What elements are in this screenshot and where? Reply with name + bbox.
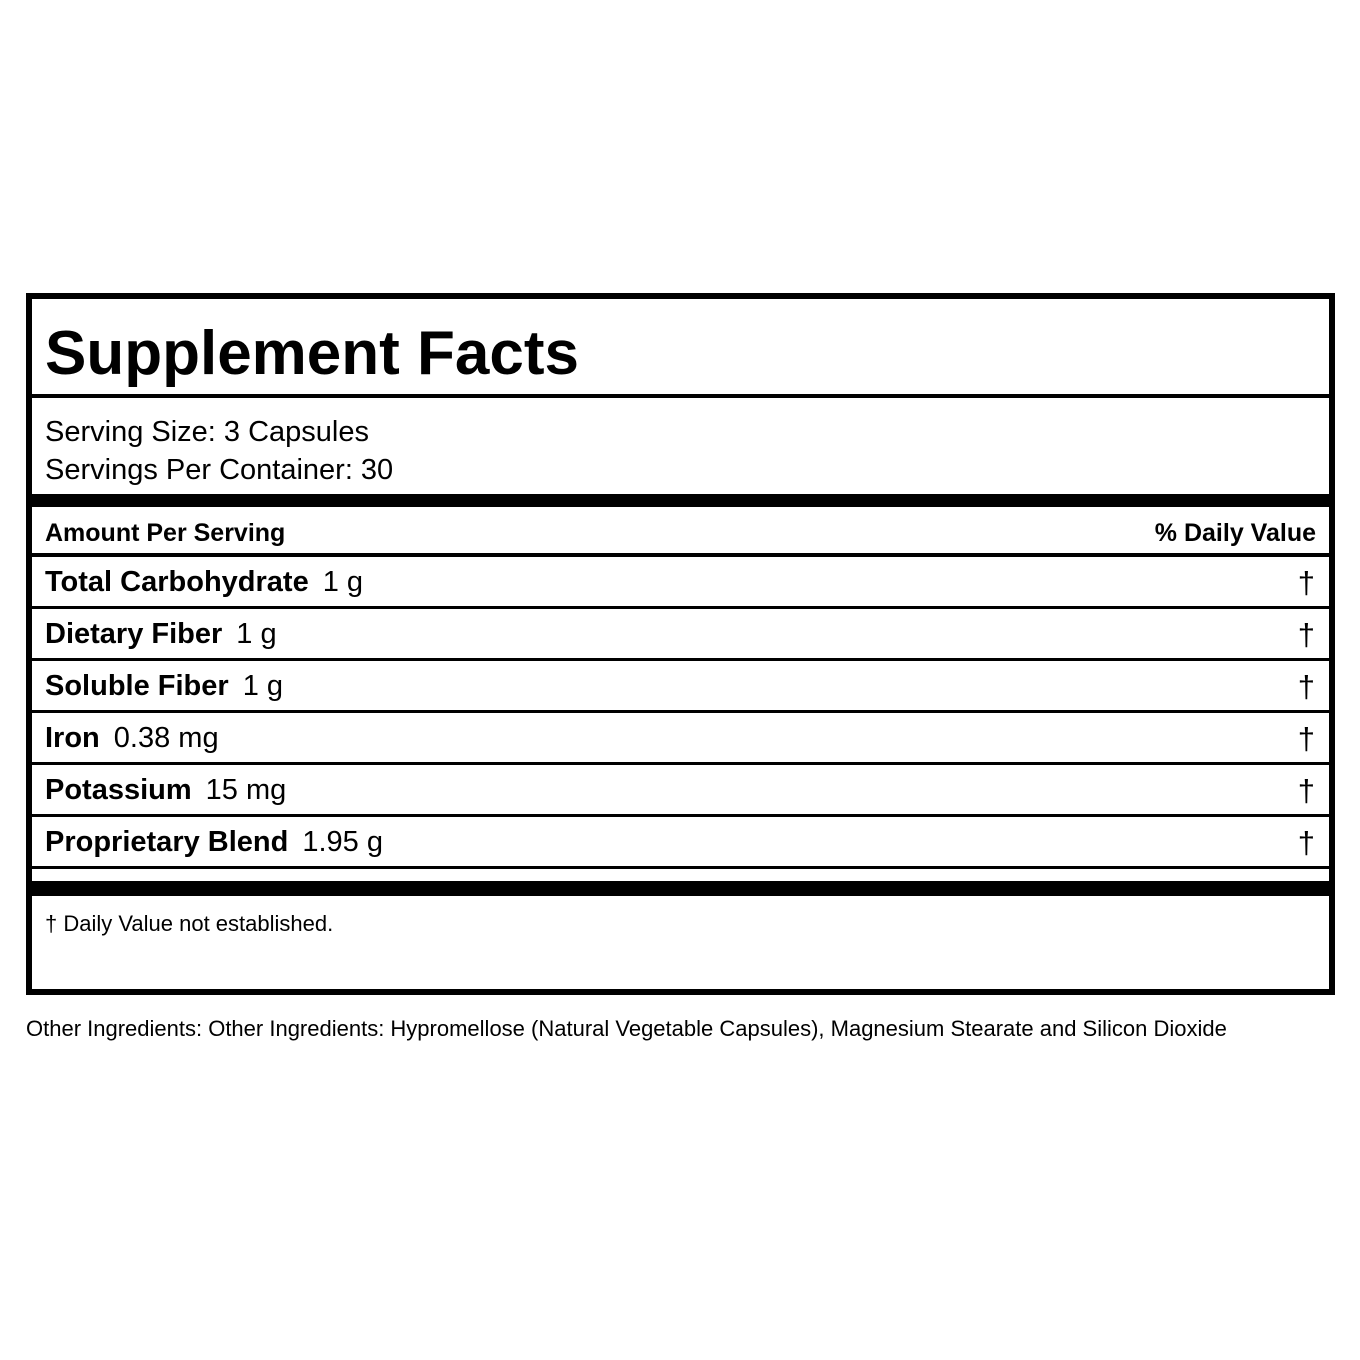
daily-value-footnote: † Daily Value not established. [45, 911, 334, 936]
dagger-mark: † [1297, 825, 1315, 860]
daily-value-header: % Daily Value [1154, 519, 1316, 547]
column-header-row [32, 507, 1329, 557]
thick-divider-bottom [32, 881, 1329, 896]
nutrient-name: Potassium [45, 774, 192, 806]
nutrient-amount: 1 g [322, 566, 364, 598]
nutrient-row-total-carbohydrate [32, 557, 1329, 609]
other-ingredients: Other Ingredients: Other Ingredients: Hypromellose (Natural Vegetable Capsules), Magnesium Stearate and Silicon Dioxide [26, 1016, 1227, 1041]
nutrient-row-potassium [32, 765, 1329, 817]
serving-size: Serving Size: 3 Capsules [45, 416, 369, 448]
dagger-mark: † [1297, 617, 1315, 652]
nutrient-row-iron [32, 713, 1329, 765]
nutrient-name: Total Carbohydrate [45, 566, 309, 598]
serving-info [32, 398, 1329, 494]
nutrient-amount: 1 g [236, 618, 277, 650]
nutrient-amount: 15 mg [205, 774, 287, 806]
nutrient-amount: 1.95 g [302, 826, 383, 858]
nutrient-name: Proprietary Blend [45, 826, 289, 858]
supplement-facts-panel [26, 293, 1335, 995]
nutrient-name: Soluble Fiber [45, 670, 229, 702]
nutrient-name: Iron [45, 722, 100, 754]
title-block [32, 299, 1329, 398]
dagger-mark: † [1297, 565, 1315, 600]
nutrient-list [32, 557, 1329, 869]
nutrient-name: Dietary Fiber [45, 618, 223, 650]
nutrient-row-soluble-fiber [32, 661, 1329, 713]
thick-divider-top [32, 494, 1329, 507]
nutrient-row-dietary-fiber [32, 609, 1329, 661]
nutrient-amount: 0.38 mg [113, 722, 219, 754]
amount-per-serving-header: Amount Per Serving [45, 519, 286, 547]
servings-per-container: Servings Per Container: 30 [45, 454, 394, 486]
nutrient-row-proprietary-blend [32, 817, 1329, 869]
nutrient-amount: 1 g [242, 670, 284, 702]
dagger-mark: † [1297, 669, 1315, 704]
dagger-mark: † [1297, 773, 1315, 808]
dagger-mark: † [1297, 721, 1315, 756]
panel-title: Supplement Facts [45, 319, 579, 388]
